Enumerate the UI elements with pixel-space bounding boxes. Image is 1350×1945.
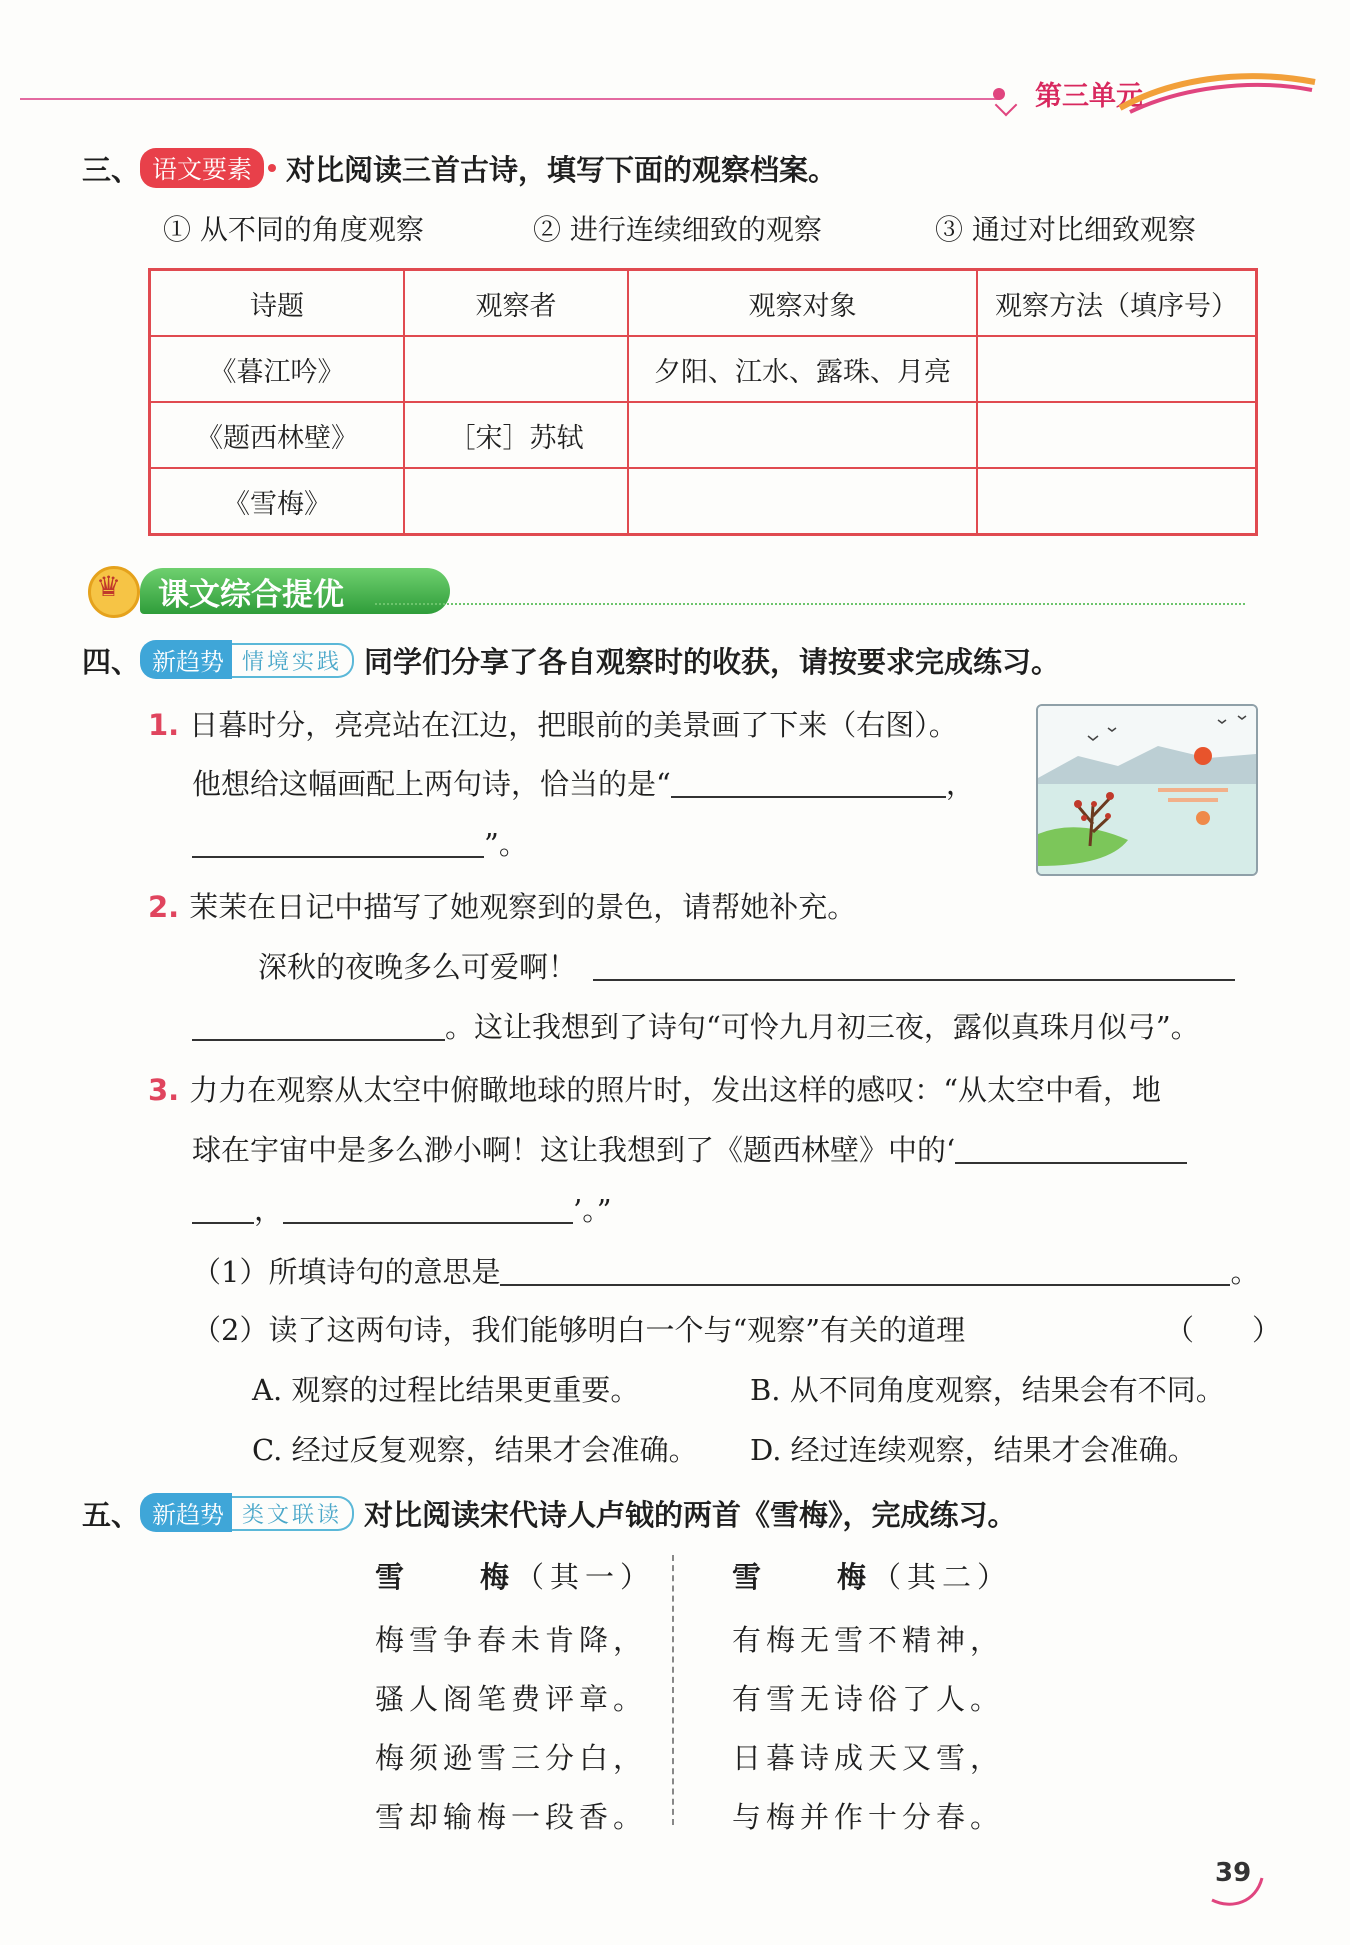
- q3-option-3: ③ 通过对比细致观察: [935, 213, 1196, 246]
- q4-tag-sub: 情境实践: [232, 643, 354, 678]
- q4-heading: [82, 640, 1060, 681]
- choice-d[interactable]: D. 经过连续观察，结果才会准确。: [750, 1433, 1197, 1467]
- table-row: [150, 468, 1257, 535]
- poem-2-title: [732, 1555, 1012, 1596]
- table-cell-answer[interactable]: [628, 468, 977, 535]
- q3-index: 三、: [82, 153, 141, 187]
- poem-2: [732, 1555, 1012, 1854]
- q4-item3-sub1-text: （1）所填诗句的意思是: [192, 1255, 501, 1289]
- answer-blank[interactable]: [671, 796, 946, 798]
- table-cell-answer[interactable]: [977, 402, 1257, 468]
- q4-index: 四、: [82, 645, 141, 679]
- banner-dotted-rule: [375, 603, 1245, 605]
- q3-tag-dot: [268, 164, 276, 172]
- answer-parentheses[interactable]: （ ）: [1165, 1313, 1282, 1347]
- q3-option-2: ② 进行连续细致的观察: [533, 213, 822, 246]
- q4-item1-line3: [192, 822, 528, 863]
- table-header: 诗题: [150, 270, 405, 337]
- poem-line: 有梅无雪不精神，: [732, 1623, 1005, 1657]
- poem-divider: [672, 1555, 674, 1825]
- table-row: [150, 402, 1257, 468]
- q4-item3-sub2: （2）读了这两句诗，我们能够明白一个与“观察”有关的道理: [192, 1313, 966, 1347]
- q5-heading: [82, 1493, 1017, 1534]
- q4-item2-text3: 。这让我想到了诗句“可怜九月初三夜，露似真珠月似弓”。: [445, 1010, 1200, 1044]
- q4-item2-line2: [258, 945, 1235, 986]
- page-number: 39: [1215, 1858, 1252, 1888]
- table-header-row: [150, 270, 1257, 337]
- banner-title: 课文综合提优: [158, 577, 344, 613]
- table-cell-answer[interactable]: [977, 468, 1257, 535]
- q4-item3-line1: [148, 1068, 1161, 1109]
- poem-title-text: 雪 梅: [732, 1560, 873, 1594]
- q5-tag-main: 新趋势: [140, 1493, 232, 1532]
- q4-item3-number: 3.: [148, 1073, 180, 1107]
- table-cell-answer[interactable]: [977, 336, 1257, 402]
- q4-item3-line2: [192, 1128, 1187, 1169]
- q4-item3-text: 力力在观察从太空中俯瞰地球的照片时，发出这样的感叹：“从太空中看，地: [189, 1073, 1162, 1107]
- choice-b[interactable]: B. 从不同角度观察，结果会有不同。: [750, 1373, 1225, 1407]
- poem-line: 与梅并作十分春。: [732, 1800, 1005, 1834]
- q4-item2-line1: [148, 885, 856, 926]
- trophy-cup-icon: ♛: [96, 570, 122, 603]
- choice-c[interactable]: C. 经过反复观察，结果才会准确。: [252, 1433, 698, 1467]
- table-cell: 《题西林壁》: [150, 402, 405, 468]
- q4-item3-comma: ，: [254, 1193, 284, 1227]
- q4-prompt: 同学们分享了各自观察时的收获，请按要求完成练习。: [364, 645, 1061, 679]
- table-header: 观察对象: [628, 270, 977, 337]
- q5-prompt: 对比阅读宋代诗人卢钺的两首《雪梅》，完成练习。: [364, 1498, 1017, 1532]
- header-rule: [20, 98, 1000, 100]
- answer-blank[interactable]: [192, 1039, 445, 1041]
- table-cell: 《雪梅》: [150, 468, 405, 535]
- table-header: 观察方法（填序号）: [977, 270, 1257, 337]
- q3-heading: [82, 148, 837, 189]
- header-swoosh-icon: [1100, 60, 1320, 120]
- q4-item1-text: 日暮时分，亮亮站在江边，把眼前的美景画了下来（右图）。: [189, 708, 958, 742]
- table-row: [150, 336, 1257, 402]
- q4-item1-close: ”。: [484, 827, 528, 861]
- poem-title-note: （其二）: [872, 1560, 1013, 1594]
- q4-item3-close: ’。”: [573, 1193, 612, 1227]
- table-cell-answer[interactable]: [628, 402, 977, 468]
- poem-line: 有雪无诗俗了人。: [732, 1682, 1005, 1716]
- table-cell: 夕阳、江水、露珠、月亮: [628, 336, 977, 402]
- q4-item1-text2: 他想给这幅画配上两句诗，恰当的是“: [192, 767, 671, 801]
- q3-prompt: 对比阅读三首古诗，填写下面的观察档案。: [286, 153, 838, 187]
- poem-title-text: 雪 梅: [375, 1560, 516, 1594]
- q4-item3-sub1-end: 。: [1230, 1255, 1260, 1289]
- q4-item2-text2: 深秋的夜晚多么可爱啊！: [258, 950, 578, 984]
- q4-item3-line3: [192, 1188, 612, 1229]
- table-cell-answer[interactable]: [404, 468, 628, 535]
- poem-line: 梅雪争春未肯降，: [375, 1623, 648, 1657]
- choice-a[interactable]: A. 观察的过程比结果更重要。: [252, 1373, 640, 1407]
- q4-item3-sub1: [192, 1250, 1259, 1291]
- q3-tag: 语文要素: [140, 148, 264, 188]
- answer-blank[interactable]: [500, 1284, 1230, 1286]
- q4-item2-text: 茉茉在日记中描写了她观察到的景色，请帮她补充。: [189, 890, 857, 924]
- q5-tag-sub: 类文联读: [232, 1496, 354, 1531]
- q4-item2-number: 2.: [148, 890, 180, 924]
- q4-item1-number: 1.: [148, 708, 180, 742]
- poem-line: 雪却输梅一段香。: [375, 1800, 648, 1834]
- answer-blank[interactable]: [192, 856, 484, 858]
- table-header: 观察者: [404, 270, 628, 337]
- poem-line: 梅须逊雪三分白，: [375, 1741, 648, 1775]
- q5-index: 五、: [82, 1498, 141, 1532]
- table-cell-answer[interactable]: [404, 336, 628, 402]
- table-cell: ［宋］苏轼: [404, 402, 628, 468]
- river-sunset-picture: [1036, 704, 1258, 876]
- q4-item1-line2: [192, 762, 975, 803]
- q4-item2-line3: [192, 1005, 1200, 1046]
- observation-table: [148, 268, 1258, 536]
- q4-item1-line1: [148, 703, 958, 744]
- answer-blank[interactable]: [593, 979, 1235, 981]
- answer-blank[interactable]: [192, 1222, 254, 1224]
- q3-option-1: ① 从不同的角度观察: [163, 213, 424, 246]
- poem-line: 日暮诗成天又雪，: [732, 1741, 1005, 1775]
- poem-title-note: （其一）: [515, 1560, 656, 1594]
- unit-title: 第三单元: [1035, 81, 1143, 112]
- answer-blank[interactable]: [283, 1222, 573, 1224]
- answer-blank[interactable]: [955, 1162, 1187, 1164]
- q4-tag-main: 新趋势: [140, 640, 232, 679]
- q4-item3-text2: 球在宇宙中是多么渺小啊！这让我想到了《题西林壁》中的‘: [192, 1133, 956, 1167]
- poem-1-title: [375, 1555, 655, 1596]
- q4-item1-comma: ，: [945, 767, 975, 801]
- table-cell: 《暮江吟》: [150, 336, 405, 402]
- poem-line: 骚人阁笔费评章。: [375, 1682, 648, 1716]
- poem-1: [375, 1555, 655, 1854]
